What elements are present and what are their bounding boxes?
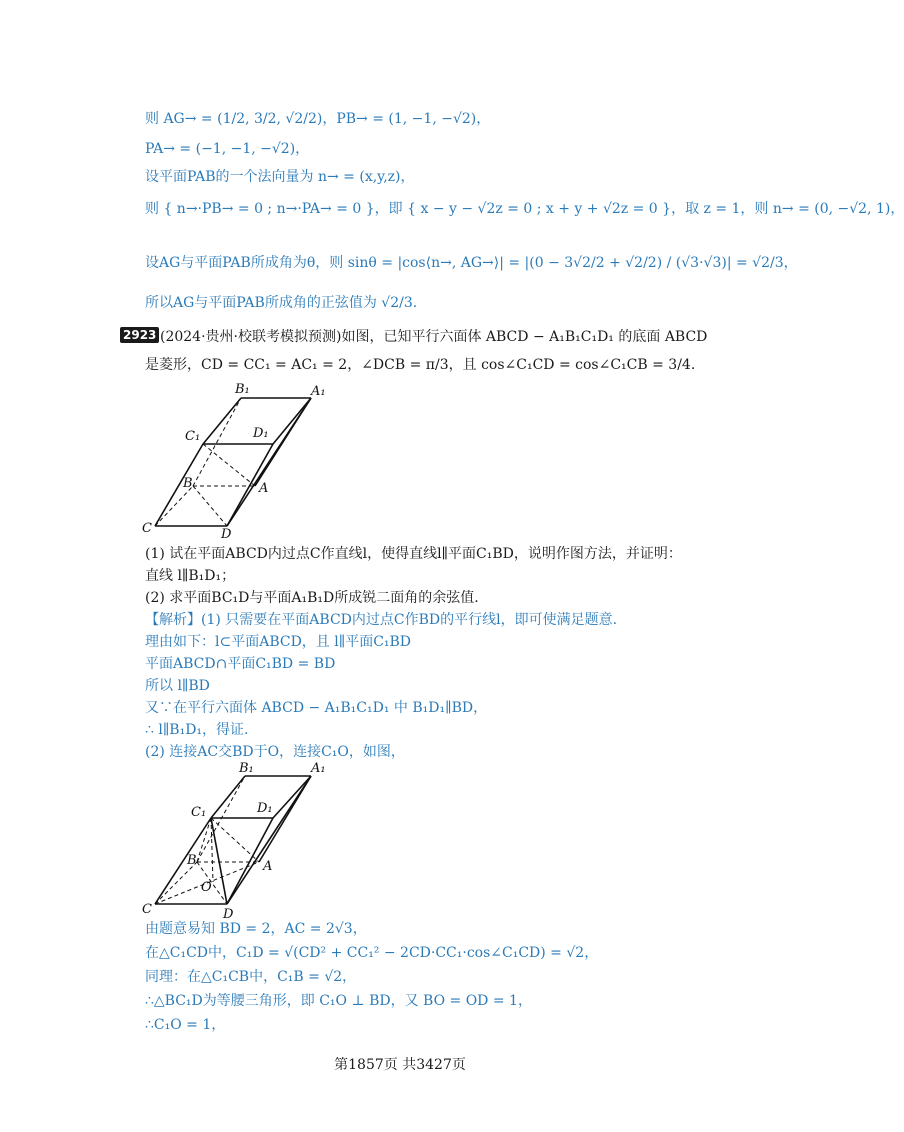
label-A: A: [259, 481, 269, 496]
analysis-line-12: ∴C₁O = 1，: [145, 1017, 226, 1033]
label-A1: A₁: [311, 384, 326, 399]
question-1-line-1: (1) 试在平面ABCD内过点C作直线l，使得直线l∥平面C₁BD，说明作图方法，并证明：: [145, 546, 682, 562]
label-B: B: [183, 476, 193, 491]
problem-statement-line-1: [160, 328, 707, 346]
analysis-line-6: ∴ l∥B₁D₁，得证.: [145, 722, 249, 738]
problem-number-badge: 2923: [120, 327, 159, 343]
parallelepiped-figure-1: [135, 378, 335, 540]
analysis-line-2: 理由如下：l⊂平面ABCD，且 l∥平面C₁BD: [145, 634, 412, 650]
label-C1: C₁: [185, 429, 201, 444]
label-B1: B₁: [235, 382, 250, 397]
page-footer: 第1857页 共3427页: [334, 1057, 466, 1073]
analysis-line-8: 由题意易知 BD = 2，AC = 2√3，: [145, 921, 367, 937]
label-C1-2: C₁: [191, 805, 207, 820]
analysis-line-3: 平面ABCD∩平面C₁BD = BD: [145, 656, 336, 672]
label-B-2: B: [187, 853, 197, 868]
label-D: D: [221, 527, 232, 542]
problem-statement-line-2: 是菱形，CD = CC₁ = AC₁ = 2，∠DCB = π/3，且 cos∠C₁CD = cos∠C₁CB = 3/4.: [145, 357, 696, 373]
problem-text-1: 如图，已知平行六面体 ABCD − A₁B₁C₁D₁ 的底面 ABCD: [341, 329, 708, 345]
solution-line-4: 则 { n→·PB→ = 0 ; n→·PA→ = 0 }，即 { x − y − √2z = 0 ; x + y + √2z = 0 }，取 z = 1，则 n→ = (0, −√2, 1)，: [145, 201, 904, 217]
problem-source: (2024·贵州·校联考模拟预测): [160, 329, 342, 345]
analysis-line-5: 又∵在平行六面体 ABCD − A₁B₁C₁D₁ 中 B₁D₁∥BD，: [145, 700, 488, 716]
label-A1-2: A₁: [311, 761, 326, 776]
solution-line-6: 所以AG与平面PAB所成角的正弦值为 √2/3.: [145, 295, 418, 311]
analysis-line-1: [145, 611, 617, 629]
label-C: C: [142, 521, 152, 536]
analysis-line-11: ∴△BC₁D为等腰三角形，即 C₁O ⊥ BD，又 BO = OD = 1，: [145, 993, 532, 1009]
question-2: (2) 求平面BC₁D与平面A₁B₁D所成锐二面角的余弦值.: [145, 590, 479, 606]
analysis-line-10: 同理：在△C₁CB中，C₁B = √2，: [145, 969, 357, 985]
label-D1-2: D₁: [257, 801, 273, 816]
parallelepiped-figure-2: [135, 758, 335, 920]
analysis-line-9: 在△C₁CD中，C₁D = √(CD² + CC₁² − 2CD·CC₁·cos∠C₁CD) = √2，: [145, 945, 599, 961]
analysis-tag: 【解析】: [145, 612, 201, 628]
analysis-line-4: 所以 l∥BD: [145, 678, 210, 694]
label-A-2: A: [263, 859, 273, 874]
analysis-text-1: (1) 只需要在平面ABCD内过点C作BD的平行线l，即可使满足题意.: [201, 612, 618, 628]
solution-line-3: 设平面PAB的一个法向量为 n→ = (x,y,z)，: [145, 169, 415, 185]
label-D-2: D: [223, 907, 234, 922]
label-C-2: C: [142, 902, 152, 917]
analysis-line-7: (2) 连接AC交BD于O，连接C₁O，如图，: [145, 744, 405, 760]
solution-line-2: PA→ = (−1, −1, −√2)，: [145, 141, 310, 157]
label-O: O: [201, 880, 212, 895]
label-D1: D₁: [253, 426, 269, 441]
question-1-line-2: 直线 l∥B₁D₁；: [145, 568, 236, 584]
solution-line-5: 设AG与平面PAB所成角为θ，则 sinθ = |cos⟨n→, AG→⟩| = |(0 − 3√2/2 + √2/2) / (√3·√3)| = √2/3，: [145, 255, 798, 271]
label-B1-2: B₁: [239, 761, 254, 776]
solution-line-1: 则 AG→ = (1/2, 3/2, √2/2)，PB→ = (1, −1, −√2)，: [145, 111, 491, 127]
